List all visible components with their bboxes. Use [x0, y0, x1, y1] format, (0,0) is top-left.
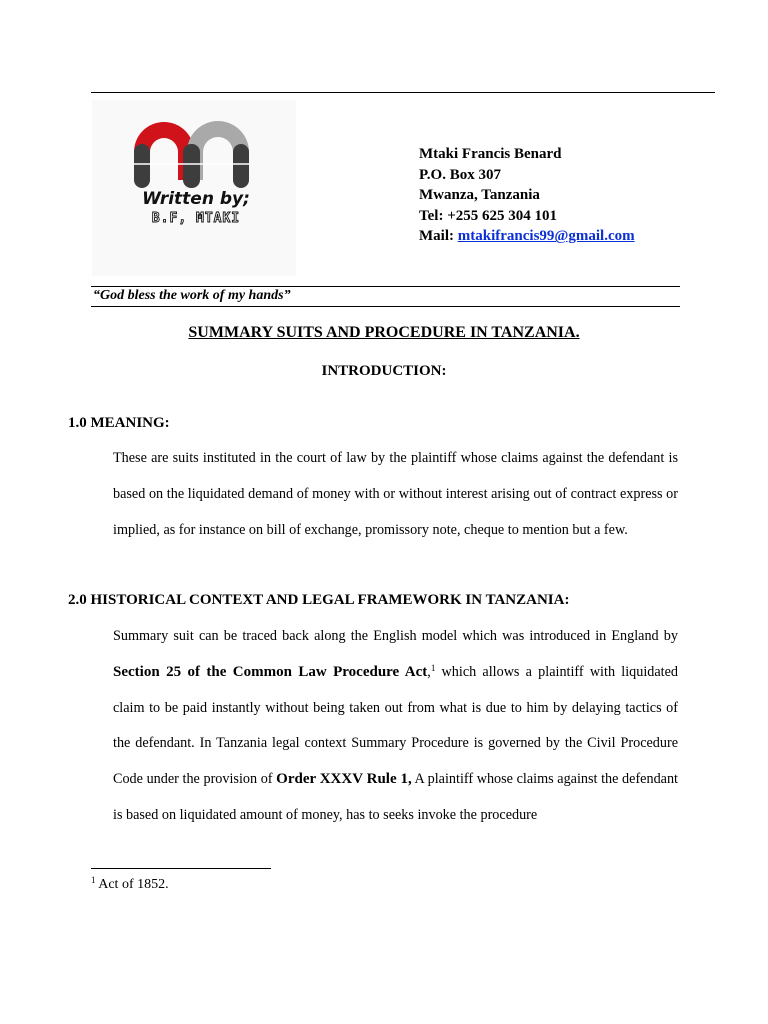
order-xxxv-ref: Order XXXV Rule 1,	[276, 771, 412, 788]
common-law-procedure-act-ref: Section 25 of the Common Law Procedure Act	[113, 663, 428, 680]
section-2-comma: ,	[427, 663, 431, 680]
motto-rule-bottom	[91, 306, 680, 307]
logo-text-line2: B.F, MTAKI	[151, 211, 241, 226]
logo-graphic	[92, 100, 296, 276]
mail-line	[419, 226, 635, 247]
footnote	[91, 877, 169, 893]
section-2-heading: 2.0 HISTORICAL CONTEXT AND LEGAL FRAMEWORK IN TANZANIA:	[68, 592, 570, 608]
logo-text-line1: Written by;	[142, 189, 250, 209]
section-1-heading: 1.0 MEANING:	[68, 415, 170, 431]
logo-pillar-middle	[183, 144, 200, 188]
contact-block	[419, 144, 635, 247]
document-title	[0, 324, 768, 342]
motto: “God bless the work of my hands”	[93, 288, 291, 303]
author-name: Mtaki Francis Benard	[419, 146, 562, 162]
city: Mwanza, Tanzania	[419, 187, 540, 204]
footnote-reference[interactable]: 1	[430, 662, 436, 673]
introduction-heading: INTRODUCTION:	[321, 363, 447, 379]
footnote-rule	[91, 868, 271, 869]
header-rule	[91, 92, 715, 93]
motto-rule-top	[91, 286, 680, 287]
mail-label: Mail:	[419, 228, 458, 245]
section-2-text-2: which allows a plaintiff with liquidated claim to be paid instantly without being taken out from what is due to him by delaying tactics of the defendant. In Tanzania legal context Summary Procedure is governed by the Civil Procedure Code under the provision of	[113, 663, 678, 788]
section-2-text-3: A plaintiff whose claims against the defendant is based on liquidated amount of money, has to seeks invoke the procedure	[113, 771, 678, 823]
section-2-text-1: Summary suit can be traced back along the English model which was introduced in England by	[113, 628, 678, 644]
logo-pillar-right	[233, 144, 249, 188]
section-1-paragraph: These are suits instituted in the court of law by the plaintiff whose claims against the defendant is based on the liquidated demand of money with or without interest arising out of contract express or implied, as for instance on bill of exchange, promissory note, cheque to mention but a few.	[113, 450, 678, 538]
author-logo	[92, 100, 296, 276]
section-2-paragraph	[113, 619, 678, 834]
document-title-text: SUMMARY SUITS AND PROCEDURE IN TANZANIA.	[188, 324, 580, 341]
footnote-mark: 1	[91, 875, 96, 885]
telephone: Tel: +255 625 304 101	[419, 207, 557, 224]
footnote-text: Act of 1852.	[95, 877, 169, 892]
po-box: P.O. Box 307	[419, 166, 501, 183]
logo-pillar-left	[134, 144, 150, 188]
email-link[interactable]: mtakifrancis99@gmail.com	[457, 228, 635, 245]
